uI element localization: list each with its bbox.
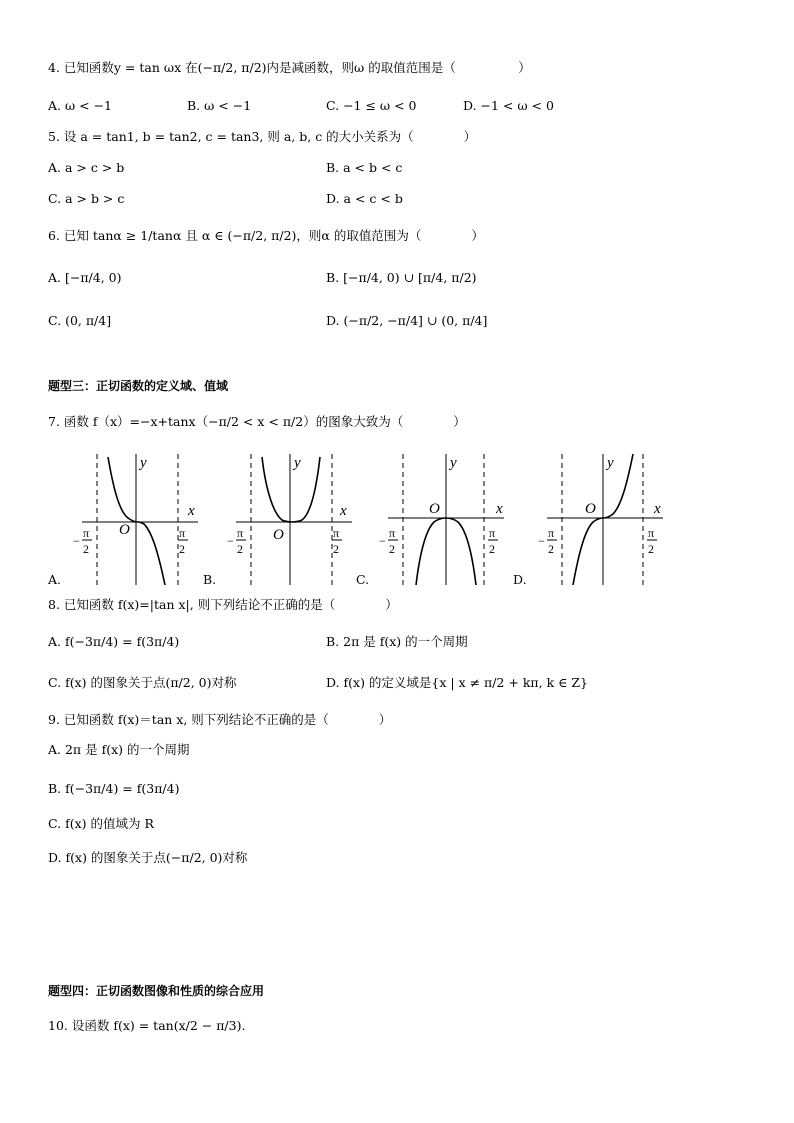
- q7-label-c: C.: [356, 572, 370, 587]
- svg-text:2: 2: [237, 542, 243, 556]
- graph-a-neg-sign: −: [73, 534, 80, 548]
- graph-b: [222, 452, 362, 587]
- svg-text:π: π: [389, 526, 396, 540]
- graph-a: [68, 452, 208, 587]
- svg-text:2: 2: [489, 542, 495, 556]
- svg-text:π: π: [83, 526, 90, 540]
- graph-d: [533, 452, 673, 587]
- graph-a-x-label: x: [188, 503, 195, 519]
- graph-c-origin: O: [429, 501, 440, 517]
- q9-stem: 9. 已知函数 f(x)＝tan x, 则下列结论不正确的是（ ）: [48, 712, 392, 727]
- svg-text:2: 2: [389, 542, 395, 556]
- svg-text:2: 2: [333, 542, 339, 556]
- q9-option-d: D. f(x) 的图象关于点(−π/2, 0)对称: [48, 850, 248, 865]
- graph-c-x-label: x: [496, 501, 503, 517]
- svg-text:π: π: [179, 526, 186, 540]
- q6-option-b: B. [−π/4, 0) ∪ [π/4, π/2): [326, 270, 477, 285]
- graph-c: [374, 452, 514, 587]
- graph-b-x-label: x: [340, 503, 347, 519]
- q8-stem: 8. 已知函数 f(x)=|tan x|, 则下列结论不正确的是（ ）: [48, 597, 398, 612]
- section-heading-4: 题型四：正切函数图像和性质的综合应用: [48, 984, 265, 998]
- svg-text:−: −: [538, 534, 545, 548]
- q4-stem: 4. 已知函数y = tan ωx 在(−π/2, π/2)内是减函数，则ω 的取值范围是（ ）: [48, 60, 531, 75]
- graph-a-origin: O: [119, 522, 130, 538]
- q7-label-d: D.: [513, 572, 527, 587]
- q6-option-c: C. (0, π/4]: [48, 313, 112, 328]
- q5-option-a: A. a > c > b: [48, 160, 125, 175]
- q4-option-a: A. ω < −1: [48, 98, 113, 113]
- graph-b-origin: O: [273, 527, 284, 543]
- q5-option-d: D. a < c < b: [326, 191, 403, 206]
- q9-option-c: C. f(x) 的值域为 R: [48, 816, 154, 831]
- q8-option-a: A. f(−3π/4) = f(3π/4): [48, 634, 180, 649]
- q6-option-d: D. (−π/2, −π/4] ∪ (0, π/4]: [326, 313, 488, 328]
- q4-option-d: D. −1 < ω < 0: [463, 98, 554, 113]
- svg-text:π: π: [548, 526, 555, 540]
- svg-text:−: −: [379, 534, 386, 548]
- svg-text:2: 2: [548, 542, 554, 556]
- q10-stem: 10. 设函数 f(x) = tan(x/2 − π/3).: [48, 1018, 246, 1033]
- q4-option-c: C. −1 ≤ ω < 0: [326, 98, 417, 113]
- q5-option-c: C. a > b > c: [48, 191, 125, 206]
- q8-option-d: D. f(x) 的定义域是{x | x ≠ π/2 + kπ, k ∈ Z}: [326, 675, 589, 690]
- svg-text:2: 2: [648, 542, 654, 556]
- graph-d-origin: O: [585, 501, 596, 517]
- q5-stem: 5. 设 a = tan1, b = tan2, c = tan3, 则 a, b, c 的大小关系为（ ）: [48, 129, 477, 144]
- graph-d-x-label: x: [654, 501, 661, 517]
- svg-text:2: 2: [83, 542, 89, 556]
- graph-a-y-label: y: [140, 455, 147, 471]
- q5-option-b: B. a < b < c: [326, 160, 403, 175]
- svg-text:π: π: [648, 526, 655, 540]
- q8-option-b: B. 2π 是 f(x) 的一个周期: [326, 634, 468, 649]
- graph-d-y-label: y: [607, 455, 614, 471]
- section-heading-3: 题型三：正切函数的定义域、值域: [48, 379, 229, 393]
- q7-label-b: B.: [203, 572, 217, 587]
- svg-text:π: π: [237, 526, 244, 540]
- graph-c-y-label: y: [450, 455, 457, 471]
- svg-text:π: π: [333, 526, 340, 540]
- q9-option-b: B. f(−3π/4) = f(3π/4): [48, 781, 180, 796]
- svg-text:2: 2: [179, 542, 185, 556]
- q6-stem: 6. 已知 tanα ≥ 1/tanα 且 α ∈ (−π/2, π/2)，则α 的取值范围为（ ）: [48, 228, 484, 243]
- svg-text:π: π: [489, 526, 496, 540]
- q8-option-c: C. f(x) 的图象关于点(π/2, 0)对称: [48, 675, 237, 690]
- graph-b-y-label: y: [294, 455, 301, 471]
- svg-text:−: −: [227, 534, 234, 548]
- q7-label-a: A.: [48, 572, 62, 587]
- q7-stem: 7. 函数 f（x）=−x+tanx（−π/2 < x < π/2）的图象大致为（ ）: [48, 414, 466, 429]
- q9-option-a: A. 2π 是 f(x) 的一个周期: [48, 742, 190, 757]
- q4-option-b: B. ω < −1: [187, 98, 252, 113]
- q6-option-a: A. [−π/4, 0): [48, 270, 122, 285]
